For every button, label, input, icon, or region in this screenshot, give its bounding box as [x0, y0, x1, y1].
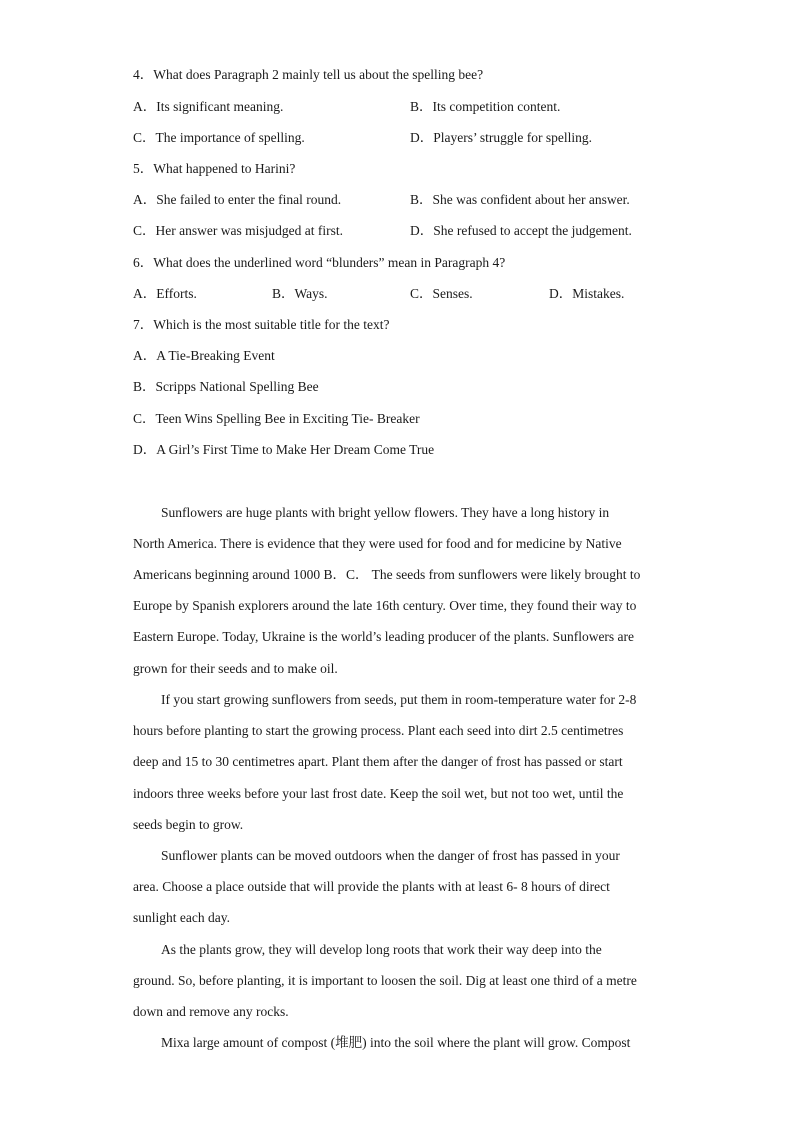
- question-7-option-a: A．A Tie-Breaking Event: [133, 348, 275, 363]
- question-4-option-a: A．Its significant meaning.: [133, 99, 284, 114]
- question-5-option-c: C．Her answer was misjudged at first.: [133, 223, 343, 238]
- passage-line: Sunflower plants can be moved outdoors when the danger of frost has passed in your: [161, 848, 620, 863]
- question-5-option-d: D．She refused to accept the judgement.: [410, 223, 632, 238]
- question-6-stem: 6．What does the underlined word “blunders” mean in Paragraph 4?: [133, 255, 506, 270]
- passage-line: indoors three weeks before your last frost date. Keep the soil wet, but not too wet, until the: [133, 786, 624, 801]
- question-7-option-d: D．A Girl’s First Time to Make Her Dream Come True: [133, 442, 435, 457]
- passage-line: North America. There is evidence that they were used for food and for medicine by Native: [133, 536, 622, 551]
- passage-line: hours before planting to start the growing process. Plant each seed into dirt 2.5 centimetres: [133, 723, 624, 738]
- passage-line: sunlight each day.: [133, 910, 230, 925]
- passage-line: As the plants grow, they will develop long roots that work their way deep into the: [161, 942, 602, 957]
- passage-line: seeds begin to grow.: [133, 817, 244, 832]
- question-6-option-b: B．Ways.: [272, 286, 328, 301]
- question-4-option-d: D．Players’ struggle for spelling.: [410, 130, 592, 145]
- question-4-option-c: C．The importance of spelling.: [133, 130, 305, 145]
- question-4-stem: 4．What does Paragraph 2 mainly tell us about the spelling bee?: [133, 67, 484, 82]
- question-6-option-d: D．Mistakes.: [549, 286, 625, 301]
- passage-line: deep and 15 to 30 centimetres apart. Plant them after the danger of frost has passed or start: [133, 754, 623, 769]
- question-5-option-b: B．She was confident about her answer.: [410, 192, 630, 207]
- question-5-option-a: A．She failed to enter the final round.: [133, 192, 342, 207]
- question-6-option-a: A．Efforts.: [133, 286, 197, 301]
- question-5-stem: 5．What happened to Harini?: [133, 161, 296, 176]
- question-4-option-b: B．Its competition content.: [410, 99, 561, 114]
- question-7-option-b: B．Scripps National Spelling Bee: [133, 379, 319, 394]
- passage-line: Sunflowers are huge plants with bright yellow flowers. They have a long history in: [161, 505, 610, 520]
- question-7-option-c: C．Teen Wins Spelling Bee in Exciting Tie- Breaker: [133, 411, 420, 426]
- passage-line: Eastern Europe. Today, Ukraine is the world’s leading producer of the plants. Sunflowers are: [133, 629, 635, 644]
- passage-line: down and remove any rocks.: [133, 1004, 289, 1019]
- passage-line: Americans beginning around 1000 B．C． The seeds from sunflowers were likely brought to: [133, 567, 641, 582]
- question-6-option-c: C．Senses.: [410, 286, 473, 301]
- question-7-stem: 7．Which is the most suitable title for the text?: [133, 317, 390, 332]
- passage-line: If you start growing sunflowers from seeds, put them in room-temperature water for 2-8: [161, 692, 637, 707]
- passage-line: ground. So, before planting, it is important to loosen the soil. Dig at least one third of a metre: [133, 973, 637, 988]
- passage-line: grown for their seeds and to make oil.: [133, 661, 338, 676]
- passage-line: Mixa large amount of compost (堆肥) into the soil where the plant will grow. Compost: [161, 1035, 631, 1050]
- passage-line: area. Choose a place outside that will provide the plants with at least 6- 8 hours of direct: [133, 879, 610, 894]
- passage-line: Europe by Spanish explorers around the late 16th century. Over time, they found their way to: [133, 598, 637, 613]
